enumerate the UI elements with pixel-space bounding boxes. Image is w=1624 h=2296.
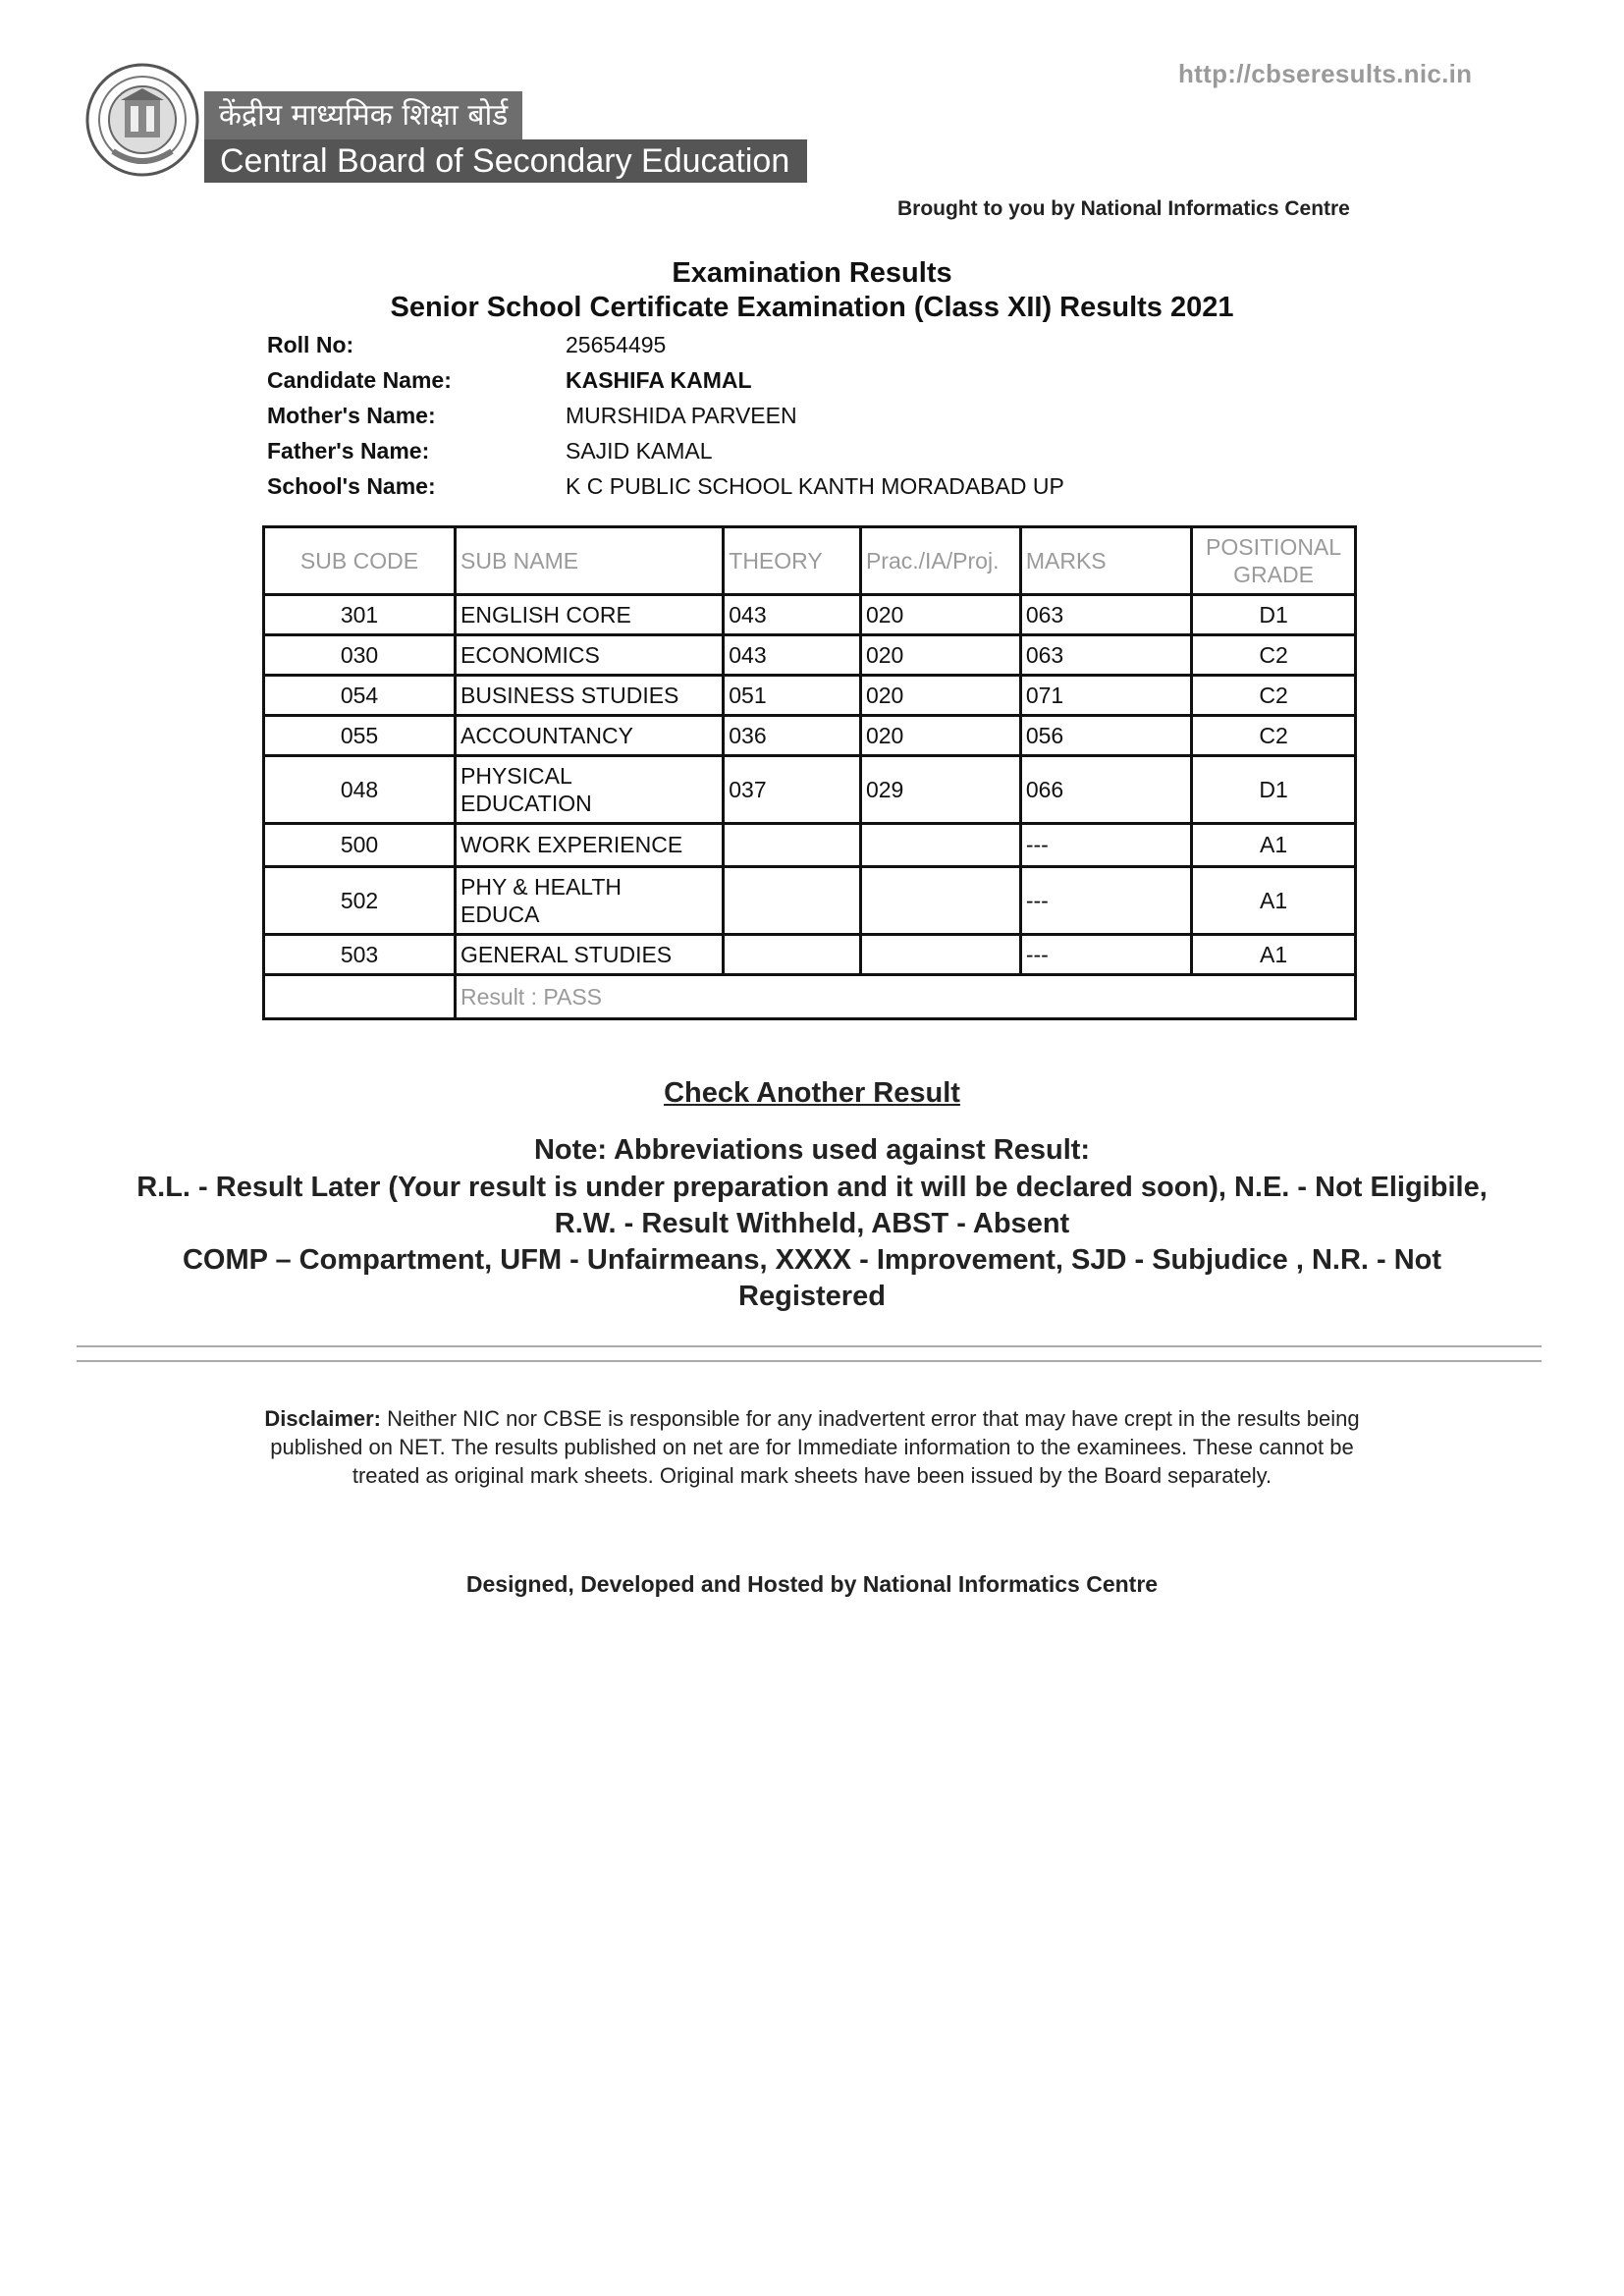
site-url: http://cbseresults.nic.in [1178, 59, 1473, 88]
school-name-value: K C PUBLIC SCHOOL KANTH MORADABAD UP [566, 473, 1064, 499]
roll-value: 25654495 [566, 332, 667, 357]
positional-grade: D1 [1192, 595, 1356, 635]
header-positional-grade [1192, 527, 1356, 595]
disclaimer-label: Disclaimer: [264, 1406, 382, 1431]
sub-name-line2: EDUCA [460, 902, 540, 927]
note-line: R.L. - Result Later (Your result is under preparation and it will be declared soon), N.E. - Not Eligibile, [136, 1172, 1488, 1203]
note-line: COMP – Compartment, UFM - Unfairmeans, XXXX - Improvement, SJD - Subjudice , N.R. - Not [182, 1244, 1442, 1276]
board-english-title: Central Board of Secondary Education [204, 139, 807, 183]
positional-grade: D1 [1192, 756, 1356, 824]
positional-grade: C2 [1192, 635, 1356, 676]
sub-name: ENGLISH CORE [456, 595, 724, 635]
practical-marks [860, 935, 1020, 975]
practical-marks: 020 [860, 595, 1020, 635]
header-sub-code: SUB CODE [264, 527, 456, 595]
sub-code: 054 [264, 676, 456, 716]
table-row [264, 935, 1356, 975]
theory-marks: 051 [724, 676, 861, 716]
practical-marks [860, 824, 1020, 867]
sub-name: WORK EXPERIENCE [456, 824, 724, 867]
header-practical: Prac./IA/Proj. [860, 527, 1020, 595]
mother-name-value: MURSHIDA PARVEEN [566, 403, 797, 428]
note-line: Registered [738, 1281, 886, 1312]
table-row [264, 756, 1356, 824]
total-marks: 063 [1020, 595, 1191, 635]
positional-grade: A1 [1192, 824, 1356, 867]
theory-marks: 037 [724, 756, 861, 824]
theory-marks: 043 [724, 595, 861, 635]
divider [77, 1345, 1542, 1347]
cbse-emblem-icon [83, 61, 201, 179]
school-name-label: School's Name: [267, 473, 436, 499]
sub-code: 055 [264, 716, 456, 756]
theory-marks [724, 824, 861, 867]
total-marks: --- [1020, 867, 1191, 935]
sub-code: 503 [264, 935, 456, 975]
table-row [264, 824, 1356, 867]
candidate-name-value: KASHIFA KAMAL [566, 367, 752, 393]
check-another-result-link[interactable]: Check Another Result [664, 1077, 960, 1109]
header-marks: MARKS [1020, 527, 1191, 595]
note-line: R.W. - Result Withheld, ABST - Absent [554, 1208, 1070, 1239]
total-marks: 066 [1020, 756, 1191, 824]
theory-marks: 036 [724, 716, 861, 756]
mother-name-label: Mother's Name: [267, 403, 436, 428]
results-table [262, 525, 1357, 1020]
practical-marks: 020 [860, 635, 1020, 676]
positional-grade: C2 [1192, 676, 1356, 716]
father-name-value: SAJID KAMAL [566, 438, 713, 464]
practical-marks [860, 867, 1020, 935]
sub-code: 301 [264, 595, 456, 635]
sub-name [456, 756, 724, 824]
footer-credit: Designed, Developed and Hosted by National Informatics Centre [465, 1571, 1159, 1597]
positional-grade: A1 [1192, 935, 1356, 975]
header-theory: THEORY [724, 527, 861, 595]
header-sub-name: SUB NAME [456, 527, 724, 595]
sub-name-line1: PHY & HEALTH [460, 874, 623, 900]
practical-marks: 020 [860, 676, 1020, 716]
note-heading: Note: Abbreviations used against Result: [533, 1134, 1091, 1166]
sub-code: 502 [264, 867, 456, 935]
brought-by-text: Brought to you by National Informatics Centre [897, 197, 1350, 220]
table-row [264, 867, 1356, 935]
total-marks: --- [1020, 824, 1191, 867]
total-marks: 063 [1020, 635, 1191, 676]
table-header-row [264, 527, 1356, 595]
table-row [264, 635, 1356, 676]
positional-grade: C2 [1192, 716, 1356, 756]
sub-code: 048 [264, 756, 456, 824]
board-hindi-title: केंद्रीय माध्यमिक शिक्षा बोर्ड [204, 91, 522, 140]
sub-name-line1: PHYSICAL [460, 763, 572, 789]
divider [77, 1360, 1542, 1362]
table-row [264, 716, 1356, 756]
result-status: Result : PASS [456, 975, 1356, 1019]
table-row [264, 595, 1356, 635]
header-grade-line2: GRADE [1233, 562, 1314, 587]
candidate-name-label: Candidate Name: [267, 367, 452, 393]
header-grade-line1: POSITIONAL [1206, 534, 1342, 560]
sub-name: GENERAL STUDIES [456, 935, 724, 975]
disclaimer [257, 1404, 1367, 1490]
practical-marks: 020 [860, 716, 1020, 756]
sub-name-line2: EDUCATION [460, 791, 592, 816]
result-empty-cell [264, 975, 456, 1019]
exam-subtitle: Senior School Certificate Examination (Class XII) Results 2021 [390, 292, 1234, 323]
theory-marks: 043 [724, 635, 861, 676]
total-marks: --- [1020, 935, 1191, 975]
sub-name: ECONOMICS [456, 635, 724, 676]
roll-label: Roll No: [267, 332, 354, 357]
total-marks: 056 [1020, 716, 1191, 756]
result-row [264, 975, 1356, 1019]
practical-marks: 029 [860, 756, 1020, 824]
disclaimer-text: Neither NIC nor CBSE is responsible for any inadvertent error that may have crept in the results being published on NET. The results published on net are for Immediate information to the examinees. These cannot be treated as original mark sheets. Original mark sheets have been issued by the Board separately. [270, 1406, 1360, 1488]
father-name-label: Father's Name: [267, 438, 430, 464]
page-title: Examination Results [672, 257, 952, 289]
sub-name: BUSINESS STUDIES [456, 676, 724, 716]
total-marks: 071 [1020, 676, 1191, 716]
sub-name [456, 867, 724, 935]
table-row [264, 676, 1356, 716]
theory-marks [724, 935, 861, 975]
sub-name: ACCOUNTANCY [456, 716, 724, 756]
sub-code: 500 [264, 824, 456, 867]
positional-grade: A1 [1192, 867, 1356, 935]
theory-marks [724, 867, 861, 935]
sub-code: 030 [264, 635, 456, 676]
